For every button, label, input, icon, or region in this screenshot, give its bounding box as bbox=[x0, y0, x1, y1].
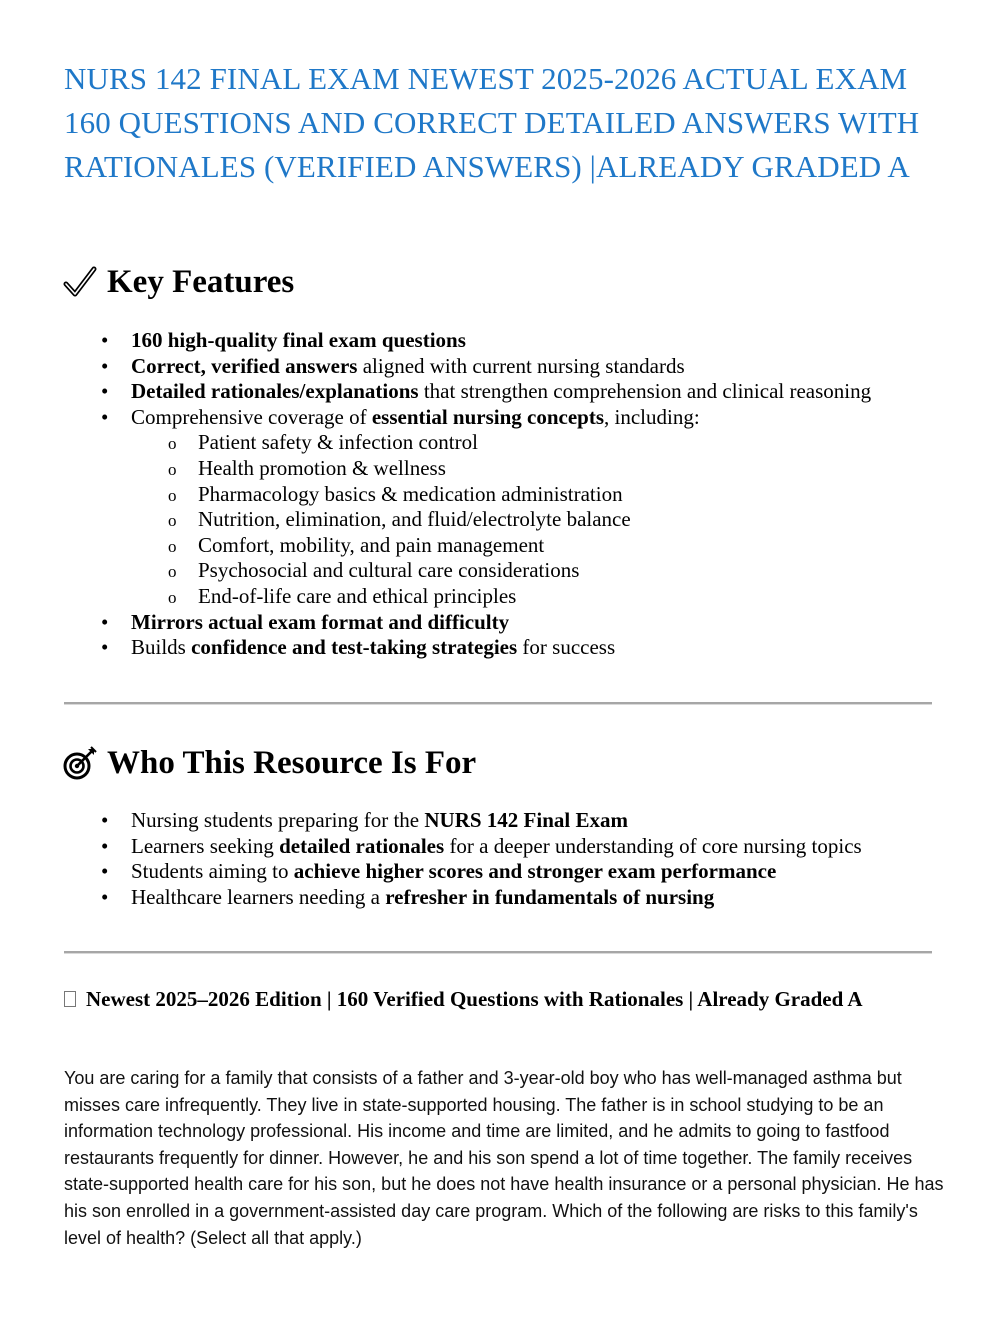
check-mark-icon bbox=[62, 264, 98, 300]
list-item-text: Learners seeking bbox=[131, 833, 280, 858]
list-item-bold: Detailed rationales/explanations bbox=[131, 379, 419, 404]
list-item bbox=[131, 405, 871, 610]
list-item bbox=[131, 859, 862, 885]
sublist-item: o End-of-life care and ethical principles bbox=[198, 584, 871, 610]
sublist-item: o Pharmacology basics & medication administration bbox=[198, 482, 871, 508]
list-item-bold: 160 high-quality final exam questions bbox=[131, 328, 466, 352]
list-item-bold: refresher in fundamentals of nursing bbox=[385, 884, 715, 909]
edition-line bbox=[64, 987, 863, 1012]
edition-line-text: Newest 2025–2026 Edition | 160 Verified Questions with Rationales | Already Graded A bbox=[86, 987, 863, 1011]
audience-heading bbox=[62, 743, 476, 783]
list-item-text: that strengthen comprehension and clinical reasoning bbox=[418, 379, 872, 404]
list-item-bold: essential nursing concepts bbox=[371, 404, 605, 429]
audience-heading-text: Who This Resource Is For bbox=[107, 745, 477, 781]
list-item-bold: detailed rationales bbox=[279, 833, 445, 858]
list-item bbox=[131, 328, 871, 354]
list-item-bold: confidence and test-taking strategies bbox=[191, 635, 518, 660]
list-item bbox=[131, 379, 871, 405]
list-item-text: for a deeper understanding of core nursing topics bbox=[444, 833, 862, 858]
list-item bbox=[131, 354, 871, 380]
list-item-text: Healthcare learners needing a bbox=[131, 884, 386, 909]
sublist-item: o Comfort, mobility, and pain management bbox=[198, 533, 871, 559]
list-item-text: Comprehensive coverage of bbox=[131, 404, 372, 429]
target-dart-icon bbox=[62, 745, 98, 781]
horizontal-divider bbox=[64, 702, 932, 705]
list-item-text: aligned with current nursing standards bbox=[357, 353, 685, 378]
list-item bbox=[131, 610, 871, 636]
key-features-list bbox=[131, 328, 871, 661]
list-item bbox=[131, 808, 862, 834]
list-item-bold: NURS 142 Final Exam bbox=[424, 808, 628, 832]
sublist-item: o Nutrition, elimination, and fluid/electrolyte balance bbox=[198, 507, 871, 533]
missing-glyph-icon bbox=[64, 991, 76, 1007]
list-item-text: , including: bbox=[604, 404, 700, 429]
concepts-sublist bbox=[131, 430, 871, 609]
key-features-heading bbox=[62, 262, 294, 302]
list-item bbox=[131, 885, 862, 911]
list-item-text: for success bbox=[517, 635, 616, 660]
list-item-text: Students aiming to bbox=[131, 859, 294, 884]
list-item bbox=[131, 834, 862, 860]
horizontal-divider bbox=[64, 951, 932, 954]
list-item-bold: Correct, verified answers bbox=[131, 353, 358, 378]
sublist-item: o Psychosocial and cultural care considerations bbox=[198, 558, 871, 584]
audience-list bbox=[131, 808, 862, 910]
list-item-text: Builds bbox=[131, 635, 192, 660]
key-features-heading-text: Key Features bbox=[107, 264, 295, 300]
question-text: You are caring for a family that consists of a father and 3-year-old boy who has well-managed asthma but misses care infrequently. They live in state-supported housing. The father is in school studying to be an information technology professional. His income and time are limited, and he admits to going to fastfood restaurants frequently for dinner. However, he and his son spend a lot of time together. The family receives state-supported health care for his son, but he does not have health insurance or a personal physician. He has his son enrolled in a government-assisted day care program. Which of the following are risks to this family's level of health? (Select all that apply.) bbox=[64, 1068, 944, 1248]
list-item-bold: Mirrors actual exam format and difficulty bbox=[131, 609, 510, 634]
list-item-text: Nursing students preparing for the bbox=[131, 808, 425, 832]
document-title: NURS 142 FINAL EXAM NEWEST 2025-2026 ACTUAL EXAM 160 QUESTIONS AND CORRECT DETAILED ANSWERS WITH RATIONALES (VERIFIED ANSWERS) |ALREADY GRADED A bbox=[64, 61, 920, 184]
sublist-item: o Health promotion & wellness bbox=[198, 456, 871, 482]
list-item bbox=[131, 635, 871, 661]
sublist-item: o Patient safety & infection control bbox=[198, 430, 871, 456]
list-item-bold: achieve higher scores and stronger exam performance bbox=[293, 859, 777, 884]
